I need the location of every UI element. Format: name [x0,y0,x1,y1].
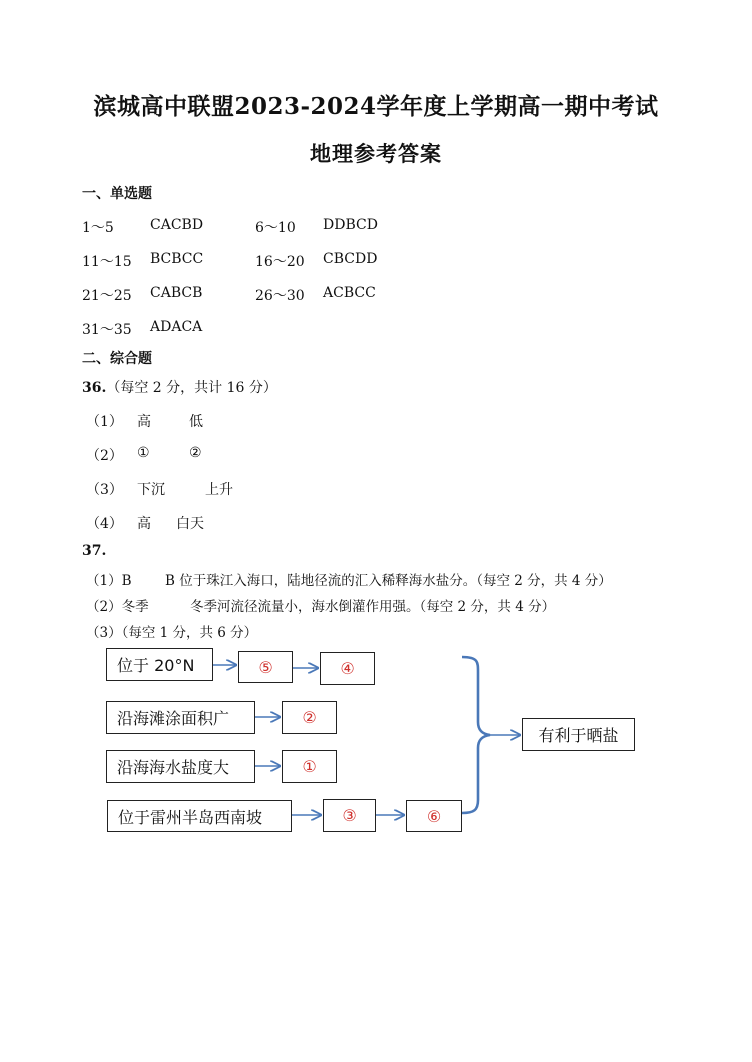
answer-box-2: ② [282,701,337,734]
answer-box-5: ⑤ [238,651,293,683]
answer-range: 16～20 [255,254,305,270]
answer-box-1: ① [282,750,337,783]
answer-value: CBCDD [323,251,378,267]
answer-box-4: ④ [320,652,375,685]
answer-box-6: ⑥ [406,800,462,832]
q36-answer-b: 低 [189,414,203,430]
answer-value: ADACA [150,319,203,335]
answer-range: 26～30 [255,288,305,304]
answer-value: CABCB [150,285,203,301]
q37-answer-1-text: B 位于珠江入海口，陆地径流的汇入稀释海水盐分。（每空 2 分，共 4 分） [165,573,612,589]
q37-answer-3-note: （3）（每空 1 分，共 6 分） [86,625,258,641]
q36-item-label: （1） [86,414,123,430]
answer-value: BCBCC [150,251,204,267]
q36-answer-b: 上升 [205,482,233,498]
q37-answer-2-text: 冬季河流径流量小，海水倒灌作用强。（每空 2 分，共 4 分） [190,599,556,615]
answer-value: ACBCC [323,285,376,301]
q36-answer-a: 高 [137,414,151,430]
box-latitude: 位于 20°N [106,648,213,681]
q37-answer-1-label: （1）B [86,573,132,589]
merge-brace [462,657,490,813]
question-number: 36. [82,380,107,396]
answer-range: 1～5 [82,220,114,236]
box-salinity: 沿海海水盐度大 [106,750,255,783]
q36-item-label: （4） [86,516,123,532]
box-leizhou-slope: 位于雷州半岛西南坡 [107,800,292,832]
answer-value: CACBD [150,217,204,233]
result-box: 有利于晒盐 [522,718,635,751]
q36-item-label: （2） [86,448,123,464]
box-tidal-flat: 沿海滩涂面积广 [106,701,255,734]
answer-value: DDBCD [323,217,378,233]
answer-range: 6～10 [255,220,296,236]
q36-answer-b: ② [189,445,202,461]
q37-answer-2-label: （2）冬季 [86,599,149,615]
answer-range: 31～35 [82,322,132,338]
question-37-number: 37. [82,543,107,559]
question-score-note: （每空 2 分，共计 16 分） [106,380,277,396]
q36-answer-a: ① [137,445,150,461]
answer-range: 21～25 [82,288,132,304]
section-heading-single-choice: 一、单选题 [82,186,152,202]
answer-range: 11～15 [82,254,132,270]
section-heading-comprehensive: 二、综合题 [82,351,152,367]
q36-answer-b: 白天 [176,516,204,532]
page-subtitle: 地理参考答案 [310,141,442,166]
page-title: 滨城高中联盟2023-2024学年度上学期高一期中考试 [93,93,659,120]
q36-answer-a: 高 [137,516,151,532]
answer-box-3: ③ [323,799,376,832]
q36-item-label: （3） [86,482,123,498]
q36-answer-a: 下沉 [137,482,165,498]
